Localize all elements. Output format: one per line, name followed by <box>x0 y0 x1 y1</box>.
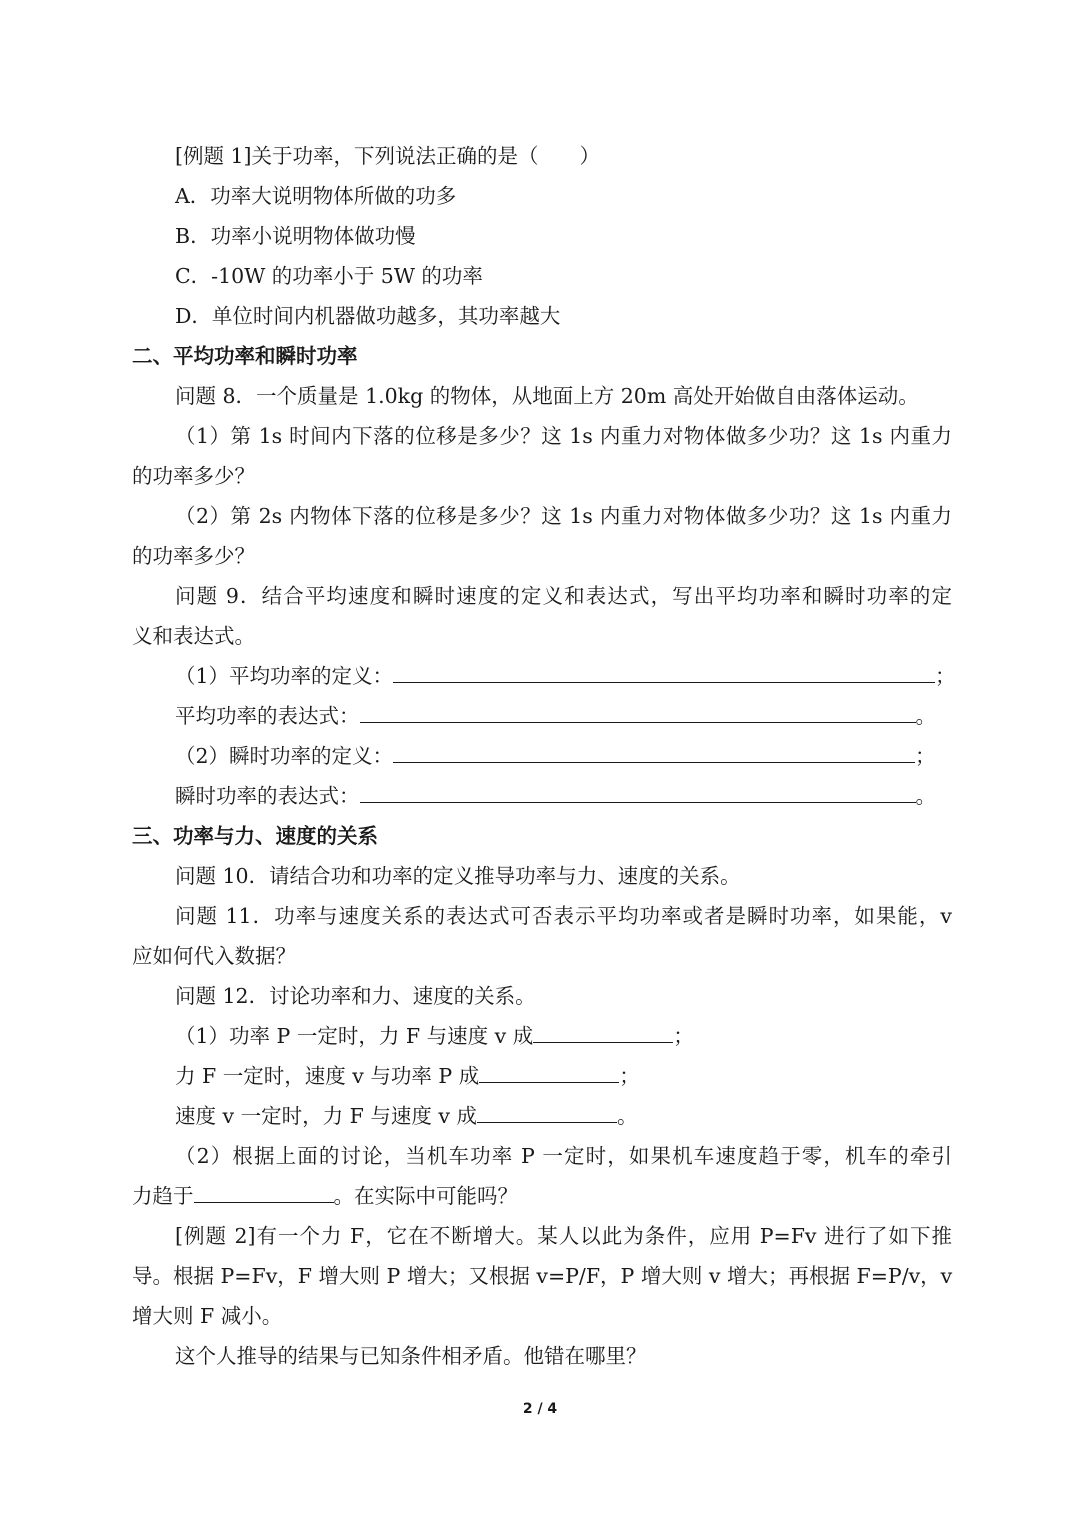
inst-power-expression-label: 瞬时功率的表达式： <box>175 784 360 808</box>
avg-power-expression-blank[interactable] <box>360 696 916 723</box>
question12-part2-line2 <box>132 1176 952 1216</box>
question10: 问题 10．请结合功和功率的定义推导功率与力、速度的关系。 <box>175 864 741 888</box>
question8-part1-line1: （1）第 1s 时间内下落的位移是多少？这 1s 内重力对物体做多少功？这 1s 内重力 <box>175 424 952 448</box>
question11-line1: 问题 11．功率与速度关系的表达式可否表示平均功率或者是瞬时功率，如果能，v <box>175 904 952 928</box>
example2-line3: 增大则 F 减小。 <box>132 1304 283 1328</box>
question9-stem-line2: 义和表达式。 <box>132 624 255 648</box>
question12-part2-line1: （2）根据上面的讨论，当机车功率 P 一定时，如果机车速度趋于零，机车的牵引 <box>175 1144 952 1168</box>
question12-p3-label: 速度 v 一定时，力 F 与速度 v 成 <box>175 1104 477 1128</box>
example2-line1: [例题 2]有一个力 F，它在不断增大。某人以此为条件，应用 P=Fv 进行了如下推 <box>175 1224 952 1248</box>
question12-p2-label: 力 F 一定时，速度 v 与功率 P 成 <box>175 1064 480 1088</box>
question12-stem: 问题 12．讨论功率和力、速度的关系。 <box>175 984 536 1008</box>
question11-line2: 应如何代入数据？ <box>132 944 296 968</box>
question12-p2-row <box>175 1056 952 1096</box>
inst-power-expression-blank[interactable] <box>360 776 916 803</box>
inst-power-definition-end: ； <box>915 744 936 768</box>
question8-part2-line1: （2）第 2s 内物体下落的位移是多少？这 1s 内重力对物体做多少功？这 1s 内重力 <box>175 504 952 528</box>
inst-power-definition-label: （2）瞬时功率的定义： <box>175 744 394 768</box>
question12-part2-suffix: 。在实际中可能吗？ <box>333 1184 518 1208</box>
question12-p3-row <box>175 1096 952 1136</box>
question12-p2-end: ； <box>619 1064 640 1088</box>
avg-power-definition-label: （1）平均功率的定义： <box>175 664 394 688</box>
avg-power-definition-row <box>175 656 956 696</box>
inst-power-definition-blank[interactable] <box>393 736 915 763</box>
example1-option-b: B．功率小说明物体做功慢 <box>175 224 416 248</box>
example1-question: [例题 1]关于功率，下列说法正确的是（ ） <box>175 144 601 168</box>
example2-line2: 导。根据 P=Fv，F 增大则 P 增大；又根据 v=P/F，P 增大则 v 增大；再根据 F=P/v，v <box>132 1264 953 1288</box>
example1-option-d: D．单位时间内机器做功越多，其功率越大 <box>175 304 561 328</box>
inst-power-expression-end: 。 <box>915 784 936 808</box>
avg-power-definition-end: ； <box>935 664 956 688</box>
page-number: 2 / 4 <box>522 1401 558 1417</box>
avg-power-definition-blank[interactable] <box>393 656 935 683</box>
section2-heading: 二、平均功率和瞬时功率 <box>132 344 358 368</box>
example1-option-a: A．功率大说明物体所做的功多 <box>175 184 457 208</box>
inst-power-expression-row <box>175 776 952 816</box>
avg-power-expression-end: 。 <box>915 704 936 728</box>
question12-p1-end: ； <box>673 1024 694 1048</box>
avg-power-expression-label: 平均功率的表达式： <box>175 704 360 728</box>
question9-stem-line1: 问题 9．结合平均速度和瞬时速度的定义和表达式，写出平均功率和瞬时功率的定 <box>175 584 952 608</box>
question8-part1-line2: 的功率多少？ <box>132 464 255 488</box>
section3-heading: 三、功率与力、速度的关系 <box>132 824 378 848</box>
question12-p3-blank[interactable] <box>477 1096 617 1123</box>
avg-power-expression-row <box>175 696 952 736</box>
question12-part2-blank[interactable] <box>194 1176 334 1203</box>
question12-p1-row <box>175 1016 952 1056</box>
question12-p1-label: （1）功率 P 一定时，力 F 与速度 v 成 <box>175 1024 534 1048</box>
example2-question: 这个人推导的结果与已知条件相矛盾。他错在哪里？ <box>175 1344 647 1368</box>
question12-p1-blank[interactable] <box>533 1016 673 1043</box>
question12-p3-end: 。 <box>616 1104 638 1128</box>
question8-part2-line2: 的功率多少？ <box>132 544 255 568</box>
example1-option-c: C．-10W 的功率小于 5W 的功率 <box>175 264 483 288</box>
inst-power-definition-row <box>175 736 952 776</box>
question12-p2-blank[interactable] <box>479 1056 619 1083</box>
question12-part2-prefix: 力趋于 <box>132 1184 194 1208</box>
question8-stem: 问题 8．一个质量是 1.0kg 的物体，从地面上方 20m 高处开始做自由落体运动。 <box>175 384 919 408</box>
